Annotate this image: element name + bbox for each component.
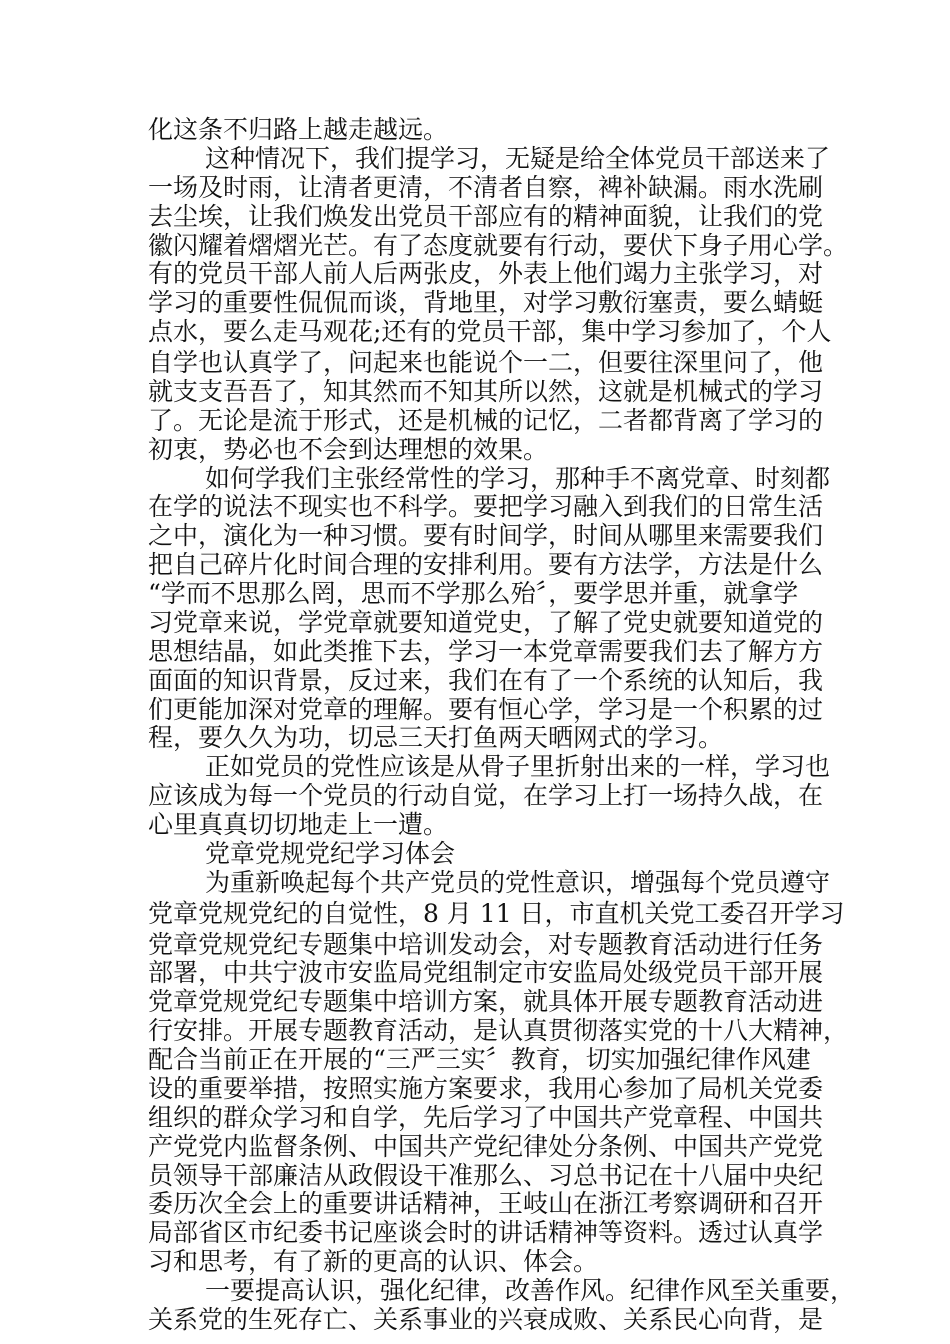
section-heading: 党章党规党纪学习体会 xyxy=(205,839,456,868)
text-line: 局部省区市纪委书记座谈会时的讲话精神等资料。透过认真学 xyxy=(148,1218,824,1247)
text-line: 之中，演化为一种习惯。要有时间学，时间从哪里来需要我们 xyxy=(148,521,824,550)
text-line: 如何学我们主张经常性的学习，那种手不离党章、时刻都 xyxy=(205,464,831,493)
text-line: 心里真真切切地走上一遭。 xyxy=(148,810,449,839)
text-line: 为重新唤起每个共产党员的党性意识，增强每个党员遵守 xyxy=(205,868,831,897)
text-line: 了。无论是流于形式，还是机械的记忆，二者都背离了学习的 xyxy=(148,406,824,435)
text-line: 习党章来说，学党章就要知道党史，了解了党史就要知道党的 xyxy=(148,608,824,637)
text-line: “学而不思那么罔，思而不学那么殆〞，要学思并重，就拿学 xyxy=(148,579,799,608)
text-line: 行安排。开展专题教育活动，是认真贯彻落实党的十八大精神， xyxy=(148,1016,849,1045)
text-line: 委历次全会上的重要讲话精神，王岐山在浙江考察调研和召开 xyxy=(148,1189,824,1218)
text-line: 这种情况下，我们提学习，无疑是给全体党员干部送来了 xyxy=(205,144,831,173)
text-line: 去尘埃，让我们焕发出党员干部应有的精神面貌，让我们的党 xyxy=(148,202,824,231)
text-line: 部署，中共宁波市安监局党组制定市安监局处级党员干部开展 xyxy=(148,958,824,987)
text-line: 有的党员干部人前人后两张皮，外表上他们竭力主张学习，对 xyxy=(148,259,824,288)
text-line: 们更能加深对党章的理解。要有恒心学，学习是一个积累的过 xyxy=(148,695,824,724)
text-line: 党章党规党纪的自觉性，8 月 11 日，市直机关党工委召开学习 xyxy=(148,899,845,928)
text-line: 面面的知识背景，反过来，我们在有了一个系统的认知后，我 xyxy=(148,666,824,695)
text-line: 组织的群众学习和自学，先后学习了中国共产党章程、中国共 xyxy=(148,1103,824,1132)
text-line: 一要提高认识，强化纪律，改善作风。纪律作风至关重要， xyxy=(205,1276,856,1305)
text-line: 正如党员的党性应该是从骨子里折射出来的一样，学习也 xyxy=(205,752,831,781)
text-line: 习和思考，有了新的更高的认识、体会。 xyxy=(148,1247,599,1276)
text-line: 设的重要举措，按照实施方案要求，我用心参加了局机关党委 xyxy=(148,1074,824,1103)
text-line: 自学也认真学了，问起来也能说个一二，但要往深里问了，他 xyxy=(148,348,824,377)
text-line: 就支支吾吾了，知其然而不知其所以然，这就是机械式的学习 xyxy=(148,377,824,406)
text-line: 应该成为每一个党员的行动自觉，在学习上打一场持久战，在 xyxy=(148,781,824,810)
text-line: 一场及时雨，让清者更清，不清者自察，裨补缺漏。雨水洗刷 xyxy=(148,173,824,202)
text-line: 学习的重要性侃侃而谈，背地里，对学习敷衍塞责，要么蜻蜓 xyxy=(148,288,824,317)
text-line: 员领导干部廉洁从政假设干准那么、习总书记在十八届中央纪 xyxy=(148,1161,824,1190)
text-line: 徽闪耀着熠熠光芒。有了态度就要有行动，要伏下身子用心学。 xyxy=(148,231,849,260)
text-line: 关系党的生死存亡、关系事业的兴衰成败、关系民心向背，是 xyxy=(148,1305,824,1334)
text-line: 程，要久久为功，切忌三天打鱼两天晒网式的学习。 xyxy=(148,723,724,752)
text-line: 党章党规党纪专题集中培训方案，就具体开展专题教育活动进 xyxy=(148,987,824,1016)
text-line: 产党党内监督条例、中国共产党纪律处分条例、中国共产党党 xyxy=(148,1132,824,1161)
text-line: 把自己碎片化时间合理的安排利用。要有方法学，方法是什么 xyxy=(148,550,824,579)
text-line: 配合当前正在开展的“三严三实〞教育，切实加强纪律作风建 xyxy=(148,1045,811,1074)
text-line: 点水，要么走马观花;还有的党员干部，集中学习参加了，个人 xyxy=(148,317,832,346)
text-line: 在学的说法不现实也不科学。要把学习融入到我们的日常生活 xyxy=(148,492,824,521)
text-line: 党章党规党纪专题集中培训发动会，对专题教育活动进行任务 xyxy=(148,930,824,959)
text-line: 思想结晶，如此类推下去，学习一本党章需要我们去了解方方 xyxy=(148,637,824,666)
text-line: 化这条不归路上越走越远。 xyxy=(148,115,449,144)
text-line: 初衷，势必也不会到达理想的效果。 xyxy=(148,435,549,464)
